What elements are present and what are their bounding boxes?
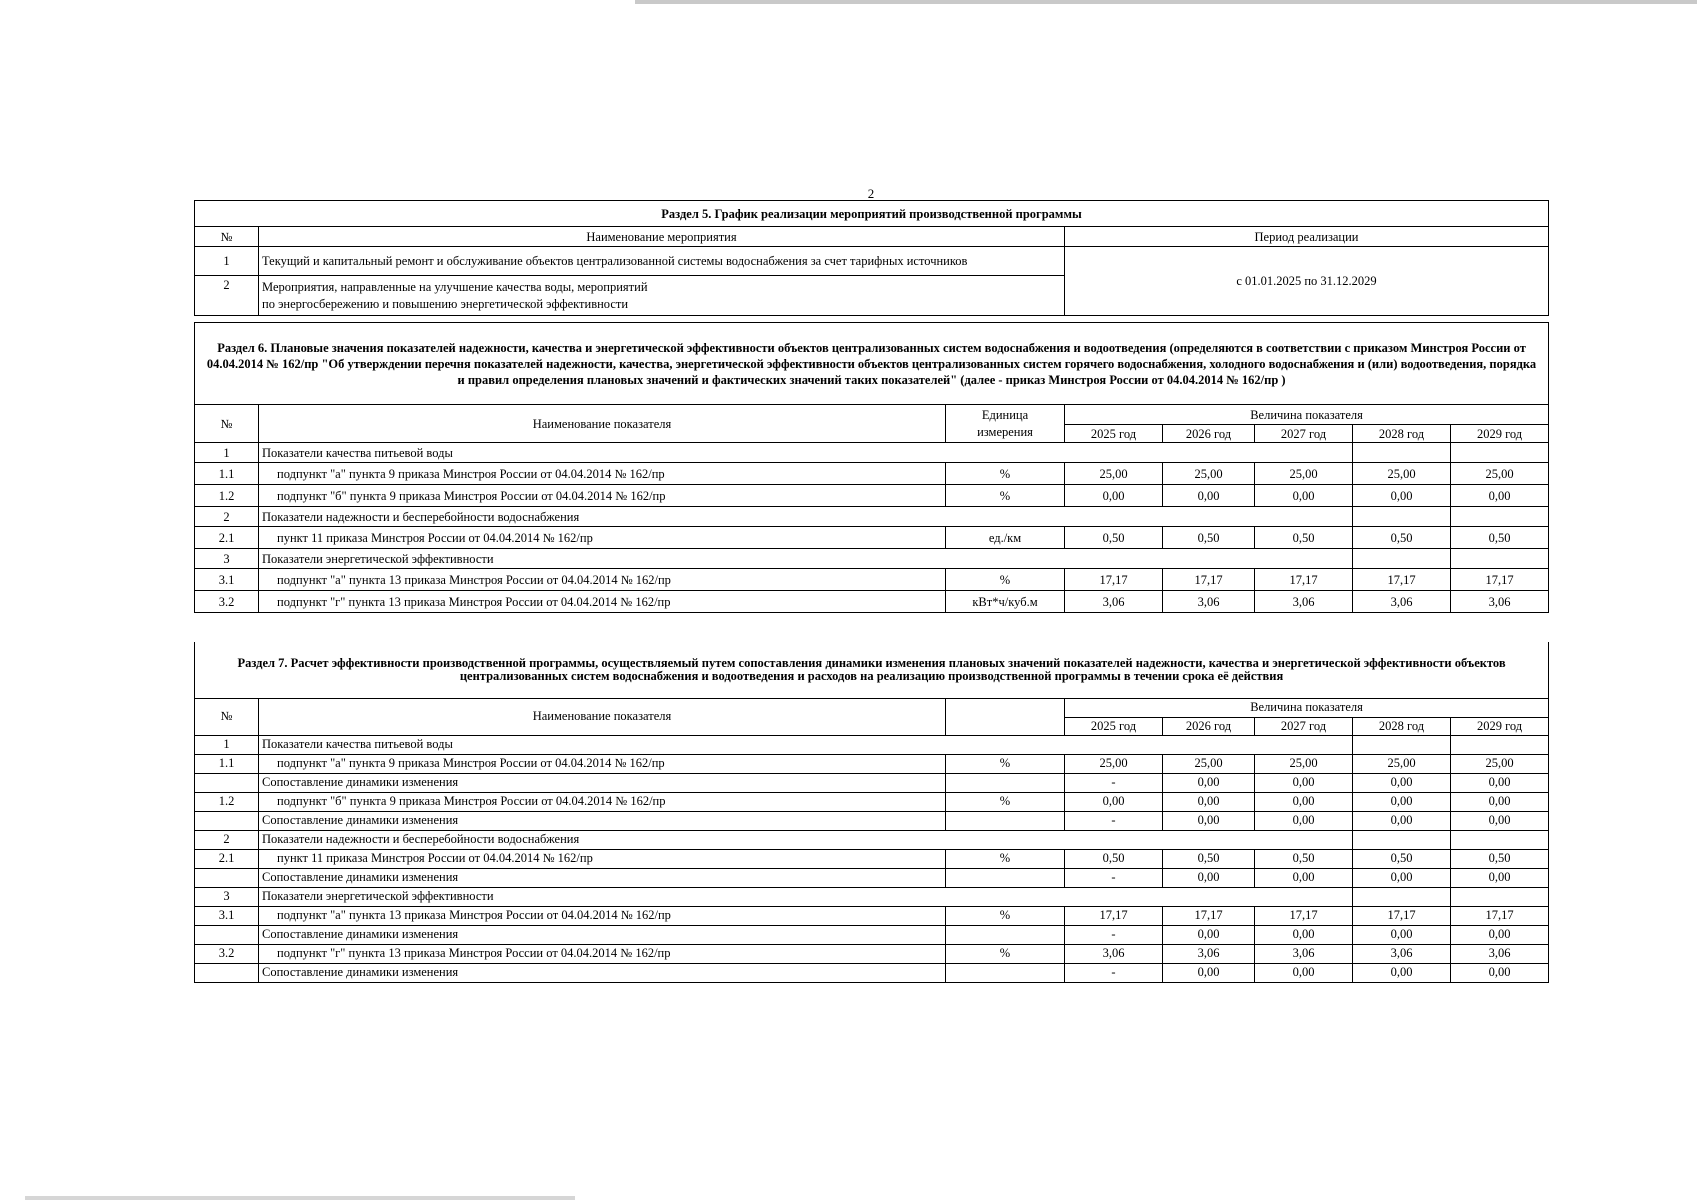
year-header: 2025 год: [1065, 717, 1163, 735]
indicator-row: [195, 591, 1549, 613]
empty-cell: [195, 773, 259, 792]
row-number: 1: [195, 443, 259, 463]
group-name: Показатели качества питьевой воды: [259, 443, 1353, 463]
value-cell: 0,00: [1353, 485, 1451, 507]
compare-cell: 0,00: [1451, 868, 1549, 887]
value-cell: 3,06: [1255, 591, 1353, 613]
section7-title: Раздел 7. Расчет эффективности производственной программы, осуществляемый путем сопоставления динамики изменения плановых значений показателей надежности, качества и энергетической эффективности объектов централизованных систем водоснабжения и водоотведения и расходов на реализацию производственной программы в течении срока её действия: [195, 642, 1549, 698]
compare-cell: 0,00: [1353, 773, 1451, 792]
value-cell: 17,17: [1163, 906, 1255, 925]
row-number: 2: [195, 276, 259, 316]
empty-cell: [1451, 830, 1549, 849]
value-cell: 0,00: [1065, 485, 1163, 507]
compare-cell: 0,00: [1163, 773, 1255, 792]
value-cell: 25,00: [1451, 754, 1549, 773]
year-header: 2029 год: [1451, 717, 1549, 735]
section6-body: [195, 443, 1549, 613]
indicator-row: [195, 569, 1549, 591]
empty-cell: [195, 811, 259, 830]
compare-cell: 0,00: [1451, 925, 1549, 944]
page-number: 2: [867, 186, 875, 201]
compare-cell: 0,00: [1163, 963, 1255, 982]
section7-title-row: [195, 642, 1549, 698]
value-cell: 0,50: [1353, 527, 1451, 549]
unit: ед./км: [946, 527, 1065, 549]
year-header: 2026 год: [1163, 425, 1255, 443]
compare-cell: -: [1065, 963, 1163, 982]
compare-cell: 0,00: [1255, 963, 1353, 982]
indicator-name: подпункт "а" пункта 13 приказа Минстроя России от 04.04.2014 № 162/пр: [259, 569, 946, 591]
indicator-name: подпункт "а" пункта 13 приказа Минстроя России от 04.04.2014 № 162/пр: [259, 906, 946, 925]
row-number: 3.2: [195, 944, 259, 963]
value-cell: 17,17: [1255, 569, 1353, 591]
section7-body: [195, 735, 1549, 982]
empty-cell: [195, 868, 259, 887]
section5-table: [194, 200, 1549, 316]
section6-col-no: №: [195, 405, 259, 443]
unit: %: [946, 463, 1065, 485]
value-cell: 0,50: [1353, 849, 1451, 868]
compare-label: Сопоставление динамики изменения: [259, 773, 946, 792]
compare-cell: 0,00: [1353, 963, 1451, 982]
compare-cell: 0,00: [1451, 773, 1549, 792]
compare-row: [195, 963, 1549, 982]
value-cell: 0,00: [1353, 792, 1451, 811]
indicator-row: [195, 906, 1549, 925]
value-cell: 25,00: [1255, 754, 1353, 773]
section7-table: [194, 642, 1549, 983]
value-cell: 0,00: [1451, 485, 1549, 507]
value-cell: 0,50: [1163, 527, 1255, 549]
indicator-name: подпункт "г" пункта 13 приказа Минстроя России от 04.04.2014 № 162/пр: [259, 591, 946, 613]
compare-cell: 0,00: [1163, 811, 1255, 830]
empty-cell: [1451, 549, 1549, 569]
value-cell: 25,00: [1255, 463, 1353, 485]
value-cell: 0,50: [1163, 849, 1255, 868]
indicator-name: подпункт "а" пункта 9 приказа Минстроя России от 04.04.2014 № 162/пр: [259, 463, 946, 485]
scan-edge-top: [635, 0, 1697, 4]
empty-cell: [1353, 887, 1451, 906]
compare-cell: 0,00: [1353, 925, 1451, 944]
section7-col-no: №: [195, 698, 259, 735]
compare-cell: 0,00: [1255, 925, 1353, 944]
value-cell: 25,00: [1163, 463, 1255, 485]
compare-label: Сопоставление динамики изменения: [259, 811, 946, 830]
section5-title: Раздел 5. График реализации мероприятий производственной программы: [195, 201, 1549, 227]
compare-row: [195, 868, 1549, 887]
year-header: 2029 год: [1451, 425, 1549, 443]
value-cell: 0,50: [1255, 849, 1353, 868]
section7-col-value: Величина показателя: [1065, 698, 1549, 717]
section5-col-name: Наименование мероприятия: [259, 227, 1065, 247]
section7-header-row: [195, 698, 1549, 717]
value-cell: 25,00: [1353, 754, 1451, 773]
row-number: 3.2: [195, 591, 259, 613]
empty-cell: [195, 925, 259, 944]
indicator-row: [195, 792, 1549, 811]
row-number: 1: [195, 735, 259, 754]
compare-cell: -: [1065, 811, 1163, 830]
value-cell: 0,50: [1065, 849, 1163, 868]
value-cell: 3,06: [1065, 591, 1163, 613]
indicator-row: [195, 463, 1549, 485]
section5-header-row: [195, 227, 1549, 247]
value-cell: 17,17: [1353, 569, 1451, 591]
year-header: 2025 год: [1065, 425, 1163, 443]
section6-table: [194, 322, 1549, 613]
unit: %: [946, 849, 1065, 868]
activity-name: [259, 276, 1065, 316]
row-number: 2: [195, 830, 259, 849]
compare-cell: 0,00: [1163, 925, 1255, 944]
section6-col-unit: [946, 405, 1065, 443]
implementation-period: с 01.01.2025 по 31.12.2029: [1065, 247, 1549, 316]
value-cell: 3,06: [1065, 944, 1163, 963]
value-cell: 25,00: [1353, 463, 1451, 485]
value-cell: 0,50: [1451, 849, 1549, 868]
section5-col-period: Период реализации: [1065, 227, 1549, 247]
indicator-row: [195, 849, 1549, 868]
value-cell: 25,00: [1163, 754, 1255, 773]
compare-cell: 0,00: [1451, 811, 1549, 830]
compare-label: Сопоставление динамики изменения: [259, 963, 946, 982]
compare-cell: -: [1065, 773, 1163, 792]
unit: %: [946, 754, 1065, 773]
value-cell: 0,00: [1065, 792, 1163, 811]
value-cell: 17,17: [1255, 906, 1353, 925]
empty-cell: [946, 811, 1065, 830]
indicator-name: подпункт "а" пункта 9 приказа Минстроя России от 04.04.2014 № 162/пр: [259, 754, 946, 773]
indicator-name: подпункт "б" пункта 9 приказа Минстроя России от 04.04.2014 № 162/пр: [259, 485, 946, 507]
year-header: 2027 год: [1255, 717, 1353, 735]
compare-cell: 0,00: [1353, 811, 1451, 830]
unit: %: [946, 906, 1065, 925]
empty-cell: [946, 963, 1065, 982]
value-cell: 0,50: [1451, 527, 1549, 549]
value-cell: 17,17: [1451, 906, 1549, 925]
unit: %: [946, 569, 1065, 591]
compare-cell: 0,00: [1255, 868, 1353, 887]
section6-col-name: Наименование показателя: [259, 405, 946, 443]
empty-cell: [946, 773, 1065, 792]
empty-cell: [1451, 443, 1549, 463]
value-cell: 0,50: [1065, 527, 1163, 549]
unit-header-line: измерения: [977, 424, 1033, 439]
value-cell: 0,50: [1255, 527, 1353, 549]
empty-cell: [1451, 887, 1549, 906]
compare-cell: 0,00: [1163, 868, 1255, 887]
empty-cell: [1353, 507, 1451, 527]
unit-header-line: Единица: [981, 407, 1029, 422]
row-number: 3: [195, 549, 259, 569]
compare-row: [195, 925, 1549, 944]
unit: %: [946, 792, 1065, 811]
section6-title-row: [195, 323, 1549, 405]
empty-cell: [1451, 735, 1549, 754]
group-name: Показатели энергетической эффективности: [259, 549, 1353, 569]
section5-col-no: №: [195, 227, 259, 247]
row-number: 2: [195, 507, 259, 527]
activity-name-line: по энергосбережению и повышению энергетической эффективности: [262, 296, 629, 311]
section6-title: Раздел 6. Плановые значения показателей надежности, качества и энергетической эффективности объектов централизованных систем водоснабжения и водоотведения (определяются в соответствии с приказом Минстроя России от 04.04.2014 № 162/пр "Об утверждении перечня показателей надежности, качества, энергетической эффективности объектов централизованных систем горячего водоснабжения, холодного водоснабжения и (или) водоотведения, порядка и правил определения плановых значений и фактических значений таких показателей" (далее - приказ Минстроя России от 04.04.2014 № 162/пр ): [195, 323, 1549, 405]
value-cell: 0,00: [1255, 792, 1353, 811]
activity-name-line: Мероприятия, направленные на улучшение качества воды, мероприятий: [262, 279, 648, 294]
group-name: Показатели качества питьевой воды: [259, 735, 1353, 754]
compare-cell: 0,00: [1255, 773, 1353, 792]
row-number: 1: [195, 247, 259, 276]
value-cell: 17,17: [1353, 906, 1451, 925]
row-number: 3.1: [195, 906, 259, 925]
empty-cell: [1353, 735, 1451, 754]
value-cell: 25,00: [1451, 463, 1549, 485]
value-cell: 17,17: [1065, 906, 1163, 925]
compare-cell: 0,00: [1451, 963, 1549, 982]
year-header: 2028 год: [1353, 425, 1451, 443]
year-header: 2026 год: [1163, 717, 1255, 735]
group-row: [195, 549, 1549, 569]
group-row: [195, 443, 1549, 463]
value-cell: 25,00: [1065, 463, 1163, 485]
indicator-name: пункт 11 приказа Минстроя России от 04.04.2014 № 162/пр: [259, 527, 946, 549]
section7-col-name: Наименование показателя: [259, 698, 946, 735]
section6-header-row: [195, 405, 1549, 425]
value-cell: 0,00: [1163, 485, 1255, 507]
value-cell: 3,06: [1353, 944, 1451, 963]
value-cell: 0,00: [1163, 792, 1255, 811]
group-row: [195, 887, 1549, 906]
row-number: 3.1: [195, 569, 259, 591]
indicator-row: [195, 485, 1549, 507]
scan-edge-bottom: [25, 1196, 575, 1200]
value-cell: 17,17: [1163, 569, 1255, 591]
value-cell: 25,00: [1065, 754, 1163, 773]
value-cell: 3,06: [1451, 944, 1549, 963]
compare-cell: 0,00: [1353, 868, 1451, 887]
value-cell: 3,06: [1163, 591, 1255, 613]
group-name: Показатели надежности и бесперебойности водоснабжения: [259, 507, 1353, 527]
value-cell: 3,06: [1451, 591, 1549, 613]
empty-cell: [1353, 549, 1451, 569]
section5-row: [195, 247, 1549, 276]
year-header: 2028 год: [1353, 717, 1451, 735]
row-number: 1.2: [195, 792, 259, 811]
empty-cell: [1353, 830, 1451, 849]
indicator-row: [195, 754, 1549, 773]
row-number: 3: [195, 887, 259, 906]
empty-cell: [195, 963, 259, 982]
compare-cell: -: [1065, 868, 1163, 887]
indicator-name: подпункт "г" пункта 13 приказа Минстроя России от 04.04.2014 № 162/пр: [259, 944, 946, 963]
row-number: 2.1: [195, 527, 259, 549]
section5-title-row: [195, 201, 1549, 227]
indicator-row: [195, 527, 1549, 549]
value-cell: 3,06: [1163, 944, 1255, 963]
year-header: 2027 год: [1255, 425, 1353, 443]
empty-cell: [946, 868, 1065, 887]
group-name: Показатели энергетической эффективности: [259, 887, 1353, 906]
empty-cell: [1353, 443, 1451, 463]
row-number: 1.1: [195, 754, 259, 773]
section6-col-value: Величина показателя: [1065, 405, 1549, 425]
compare-row: [195, 811, 1549, 830]
group-row: [195, 507, 1549, 527]
compare-label: Сопоставление динамики изменения: [259, 868, 946, 887]
group-name: Показатели надежности и бесперебойности водоснабжения: [259, 830, 1353, 849]
unit: %: [946, 485, 1065, 507]
row-number: 1.1: [195, 463, 259, 485]
value-cell: 3,06: [1255, 944, 1353, 963]
unit: %: [946, 944, 1065, 963]
activity-name: Текущий и капитальный ремонт и обслуживание объектов централизованной системы водоснабжения за счет тарифных источников: [259, 247, 1065, 276]
value-cell: 17,17: [1065, 569, 1163, 591]
unit: кВт*ч/куб.м: [946, 591, 1065, 613]
value-cell: 0,00: [1451, 792, 1549, 811]
compare-label: Сопоставление динамики изменения: [259, 925, 946, 944]
section7-col-unit: [946, 698, 1065, 735]
compare-cell: -: [1065, 925, 1163, 944]
indicator-row: [195, 944, 1549, 963]
row-number: 2.1: [195, 849, 259, 868]
value-cell: 17,17: [1451, 569, 1549, 591]
compare-cell: 0,00: [1255, 811, 1353, 830]
row-number: 1.2: [195, 485, 259, 507]
compare-row: [195, 773, 1549, 792]
indicator-name: подпункт "б" пункта 9 приказа Минстроя России от 04.04.2014 № 162/пр: [259, 792, 946, 811]
empty-cell: [1451, 507, 1549, 527]
value-cell: 3,06: [1353, 591, 1451, 613]
value-cell: 0,00: [1255, 485, 1353, 507]
group-row: [195, 735, 1549, 754]
indicator-name: пункт 11 приказа Минстроя России от 04.04.2014 № 162/пр: [259, 849, 946, 868]
empty-cell: [946, 925, 1065, 944]
group-row: [195, 830, 1549, 849]
